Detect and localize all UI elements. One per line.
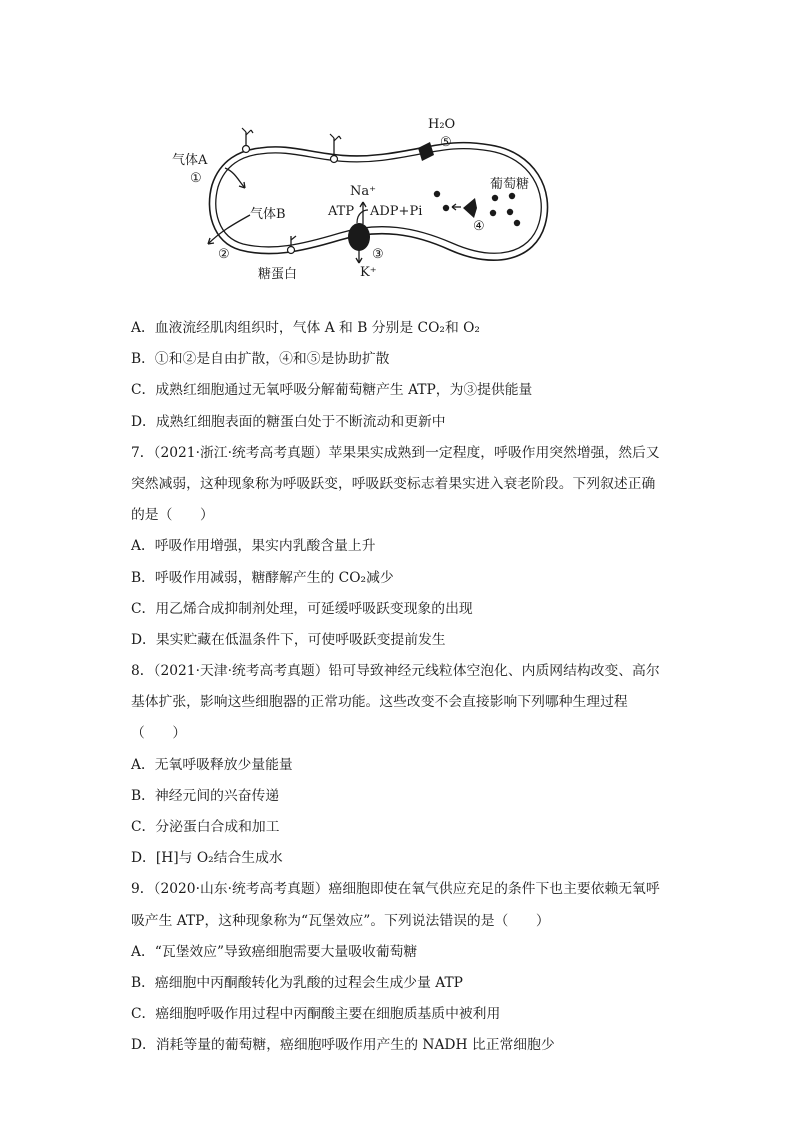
q8-stem-line2: 基体扩张，影响这些细胞器的正常功能。这些改变不会直接影响下列哪种生理过程 xyxy=(131,694,628,711)
gas-a-label: 气体A xyxy=(172,153,208,168)
gas-b-arrow xyxy=(208,215,250,244)
red-blood-cell-diagram xyxy=(150,110,570,295)
sodium-label: Na⁺ xyxy=(350,184,376,199)
q7-stem-line3: 的是（ ） xyxy=(131,507,214,524)
glycoprotein-label: 糖蛋白 xyxy=(258,267,298,282)
q7-option-d: D．果实贮藏在低温条件下，可使呼吸跃变提前发生 xyxy=(131,631,446,648)
q9-option-d: D．消耗等量的葡萄糖，癌细胞呼吸作用产生的 NADH 比正常细胞少 xyxy=(131,1037,555,1054)
q9-stem-line2: 吸产生 ATP，这种现象称为“瓦堡效应”。下列说法错误的是（ ） xyxy=(131,912,550,929)
marker-4: ④ xyxy=(473,219,485,234)
q8-option-b: B．神经元间的兴奋传递 xyxy=(131,787,280,804)
q6-option-b: B．①和②是自由扩散，④和⑤是协助扩散 xyxy=(131,351,390,368)
q9-stem-line1: 9．（2020·山东·统考高考真题）癌细胞即使在氧气供应充足的条件下也主要依赖无氧呼 xyxy=(131,881,660,898)
marker-2: ② xyxy=(218,247,230,262)
glycoprotein-top-middle xyxy=(330,134,341,163)
q9-option-a: A．“瓦堡效应”导致癌细胞需要大量吸收葡萄糖 xyxy=(131,943,418,960)
q9-option-c: C．癌细胞呼吸作用过程中丙酮酸主要在细胞质基质中被利用 xyxy=(131,1006,501,1023)
q7-option-b: B．呼吸作用减弱，糖酵解产生的 CO₂减少 xyxy=(131,569,394,586)
marker-1: ① xyxy=(190,171,202,186)
q6-option-c: C．成熟红细胞通过无氧呼吸分解葡萄糖产生 ATP，为③提供能量 xyxy=(131,382,533,399)
q8-option-c: C．分泌蛋白合成和加工 xyxy=(131,819,280,835)
water-label: H₂O xyxy=(428,117,456,132)
adp-pi-label: ADP+Pi xyxy=(370,204,423,219)
gas-b-label: 气体B xyxy=(250,207,286,222)
q8-stem-line3: （ ） xyxy=(131,725,187,742)
gas-a-arrow xyxy=(225,168,245,188)
aquaporin-channel xyxy=(418,142,434,161)
glucose-carrier xyxy=(452,198,477,218)
atp-label: ATP xyxy=(328,204,355,219)
q7-option-c: C．用乙烯合成抑制剂处理，可延缓呼吸跃变现象的出现 xyxy=(131,600,473,617)
question-content xyxy=(131,313,671,1062)
q8-option-a: A．无氧呼吸释放少量能量 xyxy=(131,756,293,773)
q8-option-d: D．[H]与 O₂结合生成水 xyxy=(131,850,283,867)
marker-3: ③ xyxy=(372,247,384,262)
q8-stem-line1: 8．（2021·天津·统考高考真题）铅可导致神经元线粒体空泡化、内质网结构改变、高尔 xyxy=(131,663,660,680)
potassium-label: K⁺ xyxy=(360,265,377,280)
q7-stem-line1: 7．（2021·浙江·统考高考真题）苹果果实成熟到一定程度，呼吸作用突然增强，然后又 xyxy=(131,444,660,461)
q6-option-a: A．血液流经肌肉组织时，气体 A 和 B 分别是 CO₂和 O₂ xyxy=(131,320,480,336)
q7-stem-line2: 突然减弱，这种现象称为呼吸跃变，呼吸跃变标志着果实进入衰老阶段。下列叙述正确 xyxy=(131,475,656,492)
cell-membrane-inner xyxy=(216,149,541,254)
marker-5: ⑤ xyxy=(440,135,452,150)
glucose-label: 葡萄糖 xyxy=(490,177,530,192)
q6-option-d: D．成熟红细胞表面的糖蛋白处于不断流动和更新中 xyxy=(131,413,446,430)
q9-option-b: B．癌细胞中丙酮酸转化为乳酸的过程会生成少量 ATP xyxy=(131,974,463,991)
q7-option-a: A．呼吸作用增强，果实内乳酸含量上升 xyxy=(131,538,376,555)
